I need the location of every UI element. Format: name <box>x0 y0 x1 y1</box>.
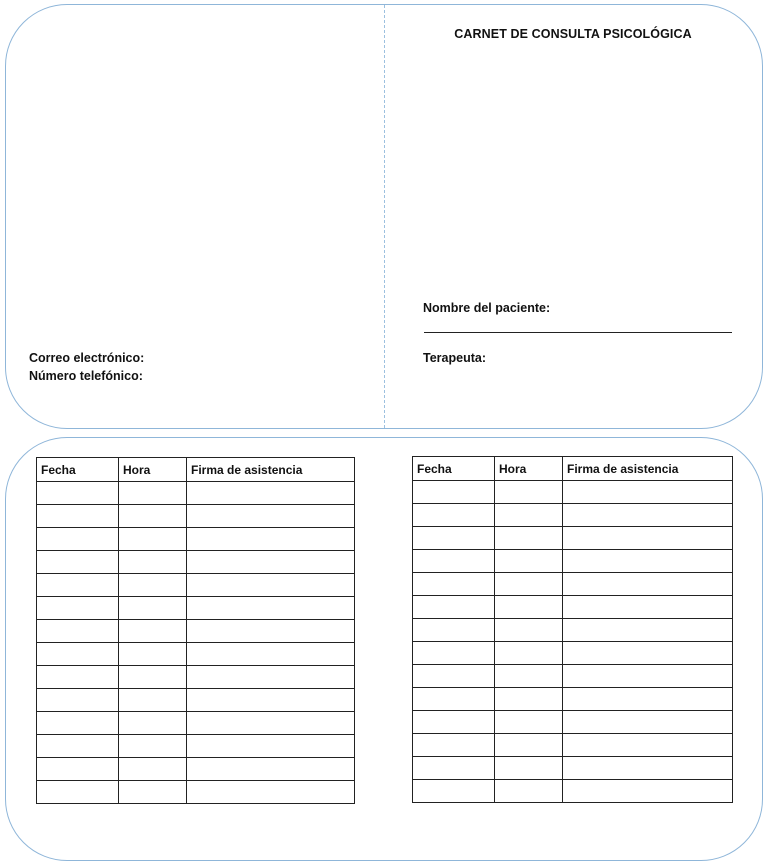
time-cell[interactable] <box>495 757 563 780</box>
time-cell[interactable] <box>495 573 563 596</box>
table-header-row <box>413 457 733 481</box>
time-cell[interactable] <box>495 596 563 619</box>
time-cell[interactable] <box>119 574 187 597</box>
date-cell[interactable] <box>37 712 119 735</box>
table-row <box>413 573 733 596</box>
table-row <box>37 574 355 597</box>
table-row <box>413 780 733 803</box>
time-cell[interactable] <box>495 688 563 711</box>
date-cell[interactable] <box>413 734 495 757</box>
table-row <box>413 504 733 527</box>
signature-cell[interactable] <box>563 550 733 573</box>
date-cell[interactable] <box>413 504 495 527</box>
date-cell[interactable] <box>413 527 495 550</box>
table-row <box>37 505 355 528</box>
table-row <box>37 735 355 758</box>
date-cell[interactable] <box>413 550 495 573</box>
signature-cell[interactable] <box>563 734 733 757</box>
patient-name-line <box>424 332 732 333</box>
time-cell[interactable] <box>119 758 187 781</box>
attendance-rows-right <box>413 481 733 803</box>
date-cell[interactable] <box>413 619 495 642</box>
table-row <box>37 482 355 505</box>
signature-cell[interactable] <box>563 527 733 550</box>
date-cell[interactable] <box>37 735 119 758</box>
table-row <box>37 689 355 712</box>
table-row <box>413 734 733 757</box>
signature-cell[interactable] <box>187 620 355 643</box>
time-cell[interactable] <box>495 550 563 573</box>
table-row <box>413 550 733 573</box>
column-header-date: Fecha <box>37 458 119 482</box>
date-cell[interactable] <box>413 481 495 504</box>
table-row <box>413 481 733 504</box>
time-cell[interactable] <box>119 781 187 804</box>
signature-cell[interactable] <box>187 758 355 781</box>
time-cell[interactable] <box>119 666 187 689</box>
signature-cell[interactable] <box>187 781 355 804</box>
signature-cell[interactable] <box>187 574 355 597</box>
time-cell[interactable] <box>495 780 563 803</box>
date-cell[interactable] <box>413 780 495 803</box>
signature-cell[interactable] <box>563 780 733 803</box>
date-cell[interactable] <box>37 551 119 574</box>
time-cell[interactable] <box>495 527 563 550</box>
table-row <box>37 758 355 781</box>
table-row <box>37 620 355 643</box>
signature-cell[interactable] <box>187 551 355 574</box>
card-title: CARNET DE CONSULTA PSICOLÓGICA <box>454 27 692 41</box>
signature-cell[interactable] <box>563 665 733 688</box>
signature-cell[interactable] <box>563 596 733 619</box>
table-row <box>37 551 355 574</box>
time-cell[interactable] <box>119 597 187 620</box>
date-cell[interactable] <box>413 573 495 596</box>
attendance-table-left <box>36 457 355 804</box>
column-header-time: Hora <box>495 457 563 481</box>
date-cell[interactable] <box>37 620 119 643</box>
time-cell[interactable] <box>119 551 187 574</box>
date-cell[interactable] <box>37 781 119 804</box>
date-cell[interactable] <box>413 642 495 665</box>
table-row <box>37 712 355 735</box>
time-cell[interactable] <box>495 642 563 665</box>
date-cell[interactable] <box>37 505 119 528</box>
table-row <box>37 781 355 804</box>
date-cell[interactable] <box>37 574 119 597</box>
signature-cell[interactable] <box>187 505 355 528</box>
date-cell[interactable] <box>413 665 495 688</box>
table-header-row <box>37 458 355 482</box>
column-header-time: Hora <box>119 458 187 482</box>
signature-cell[interactable] <box>563 504 733 527</box>
table-row <box>413 642 733 665</box>
date-cell[interactable] <box>413 711 495 734</box>
table-row <box>413 619 733 642</box>
time-cell[interactable] <box>495 619 563 642</box>
date-cell[interactable] <box>413 596 495 619</box>
signature-cell[interactable] <box>563 642 733 665</box>
date-cell[interactable] <box>413 688 495 711</box>
date-cell[interactable] <box>37 528 119 551</box>
date-cell[interactable] <box>37 482 119 505</box>
email-label: Correo electrónico: <box>29 351 145 365</box>
column-header-signature: Firma de asistencia <box>563 457 733 481</box>
therapist-label: Terapeuta: <box>423 351 486 365</box>
signature-cell[interactable] <box>187 712 355 735</box>
signature-cell[interactable] <box>187 482 355 505</box>
table-row <box>37 528 355 551</box>
signature-cell[interactable] <box>187 597 355 620</box>
signature-cell[interactable] <box>563 573 733 596</box>
time-cell[interactable] <box>119 689 187 712</box>
signature-cell[interactable] <box>187 666 355 689</box>
date-cell[interactable] <box>37 643 119 666</box>
phone-label: Número telefónico: <box>29 369 143 383</box>
date-cell[interactable] <box>413 757 495 780</box>
table-row <box>413 711 733 734</box>
time-cell[interactable] <box>495 734 563 757</box>
time-cell[interactable] <box>119 643 187 666</box>
card-back <box>5 437 763 861</box>
table-row <box>37 666 355 689</box>
date-cell[interactable] <box>37 758 119 781</box>
time-cell[interactable] <box>495 504 563 527</box>
attendance-rows-left <box>37 482 355 804</box>
table-row <box>413 757 733 780</box>
time-cell[interactable] <box>119 505 187 528</box>
time-cell[interactable] <box>495 711 563 734</box>
time-cell[interactable] <box>119 712 187 735</box>
signature-cell[interactable] <box>187 689 355 712</box>
table-row <box>413 688 733 711</box>
time-cell[interactable] <box>119 620 187 643</box>
patient-name-label: Nombre del paciente: <box>423 301 551 315</box>
column-header-date: Fecha <box>413 457 495 481</box>
date-cell[interactable] <box>37 666 119 689</box>
signature-cell[interactable] <box>563 688 733 711</box>
signature-cell[interactable] <box>563 619 733 642</box>
signature-cell[interactable] <box>187 735 355 758</box>
time-cell[interactable] <box>495 665 563 688</box>
signature-cell[interactable] <box>563 711 733 734</box>
signature-cell[interactable] <box>187 643 355 666</box>
table-row <box>413 596 733 619</box>
fold-line <box>384 5 385 428</box>
signature-cell[interactable] <box>563 757 733 780</box>
time-cell[interactable] <box>119 482 187 505</box>
table-row <box>37 643 355 666</box>
date-cell[interactable] <box>37 689 119 712</box>
table-row <box>37 597 355 620</box>
table-row <box>413 527 733 550</box>
date-cell[interactable] <box>37 597 119 620</box>
column-header-signature: Firma de asistencia <box>187 458 355 482</box>
table-row <box>413 665 733 688</box>
attendance-table-right <box>412 456 733 803</box>
signature-cell[interactable] <box>563 481 733 504</box>
signature-cell[interactable] <box>187 528 355 551</box>
time-cell[interactable] <box>495 481 563 504</box>
card-front <box>5 4 763 429</box>
time-cell[interactable] <box>119 528 187 551</box>
time-cell[interactable] <box>119 735 187 758</box>
